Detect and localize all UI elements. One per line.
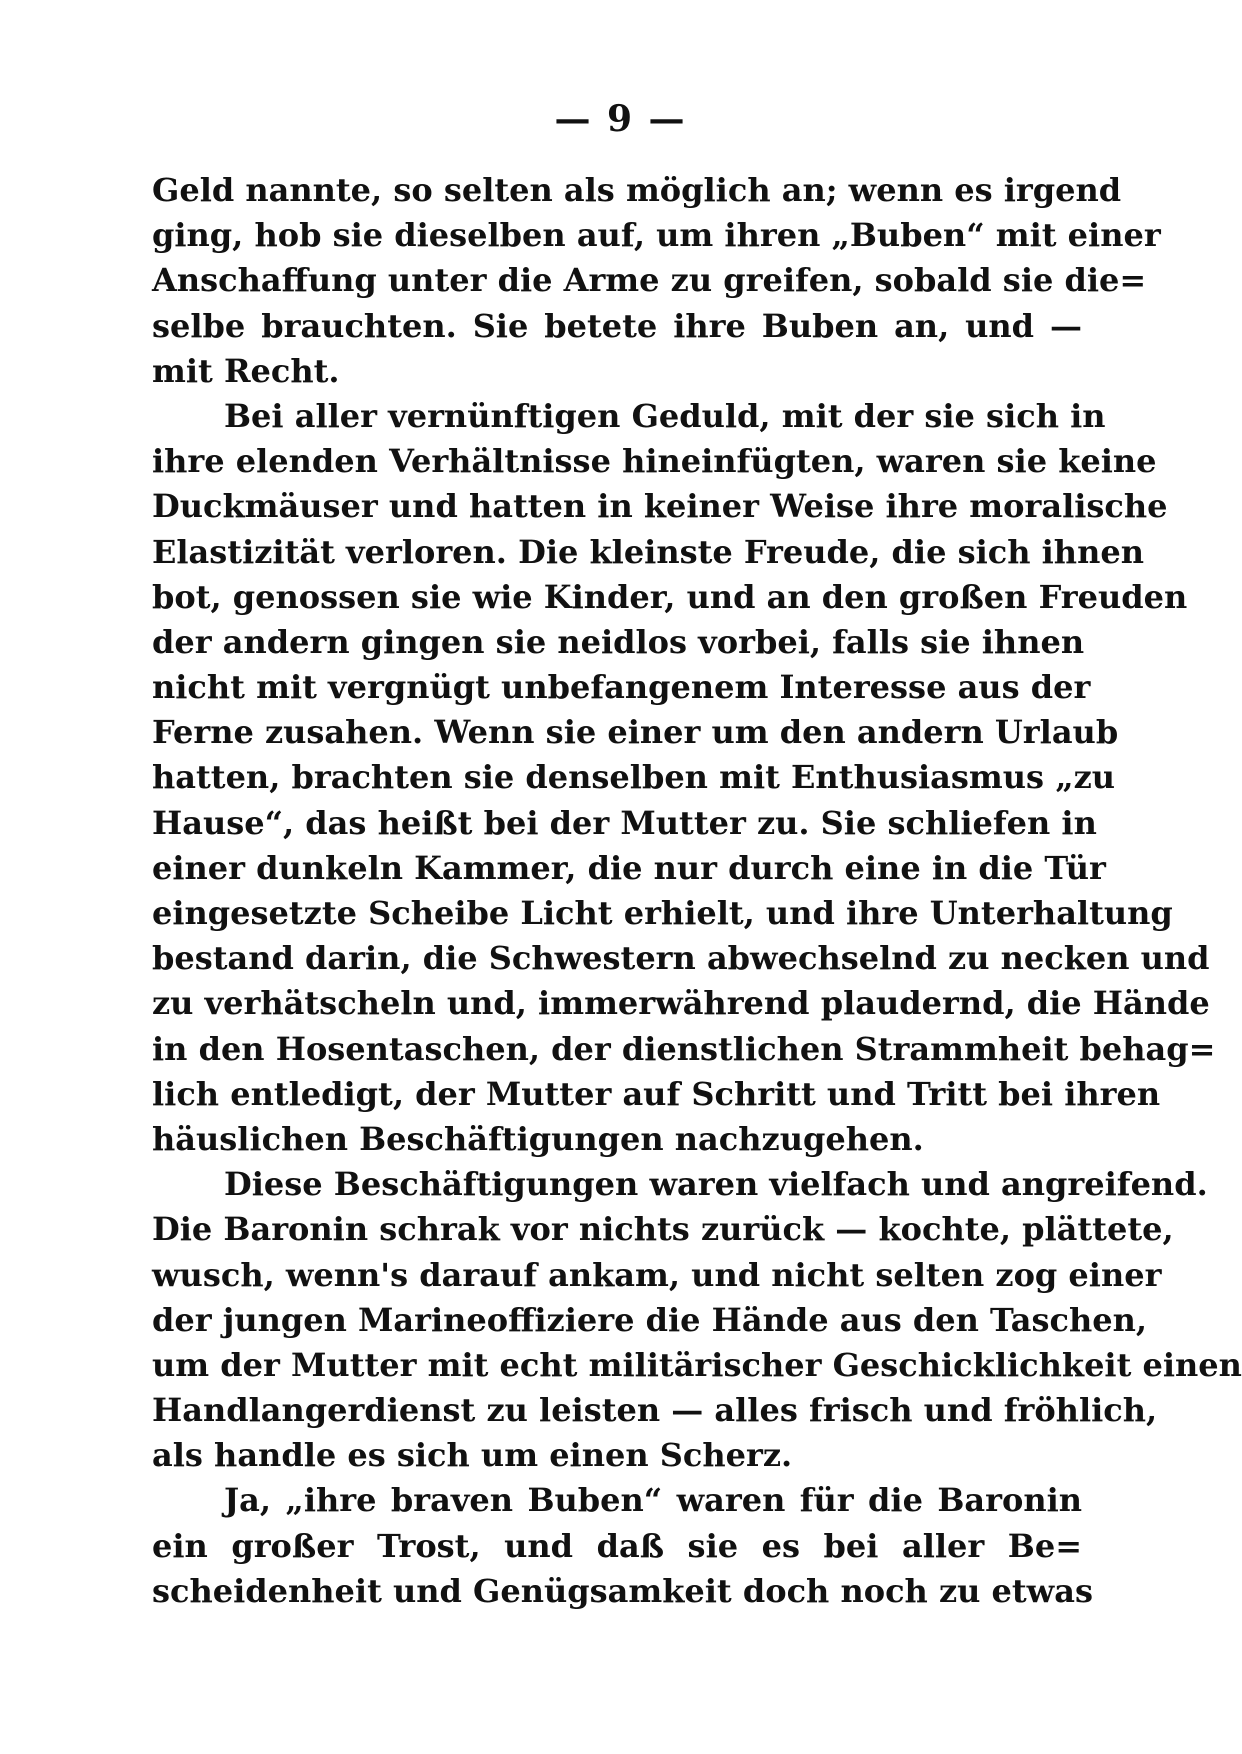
text-line: lich entledigt, der Mutter auf Schritt und Tritt bei ihren xyxy=(152,1074,1161,1113)
text-line: hatten, brachten sie denselben mit Enthusiasmus „zu xyxy=(152,758,1116,797)
text-line: um der Mutter mit echt militärischer Geschicklichkeit einen xyxy=(152,1345,1242,1384)
text-line: wusch, wenn's darauf ankam, und nicht selten zog einer xyxy=(152,1255,1162,1294)
text-line: ging, hob sie dieselben auf, um ihren „Buben“ mit einer xyxy=(152,216,1161,255)
text-line: eingesetzte Scheibe Licht erhielt, und ihre Unterhaltung xyxy=(152,894,1173,932)
text-line: ein großer Trost, und daß sie es bei aller Be= xyxy=(152,1526,1082,1565)
text-line: Ferne zusahen. Wenn sie einer um den andern Urlaub xyxy=(152,713,1119,752)
text-line: bot, genossen sie wie Kinder, und an den großen Freuden xyxy=(152,577,1188,616)
text-line: selbe brauchten. Sie betete ihre Buben an, und — xyxy=(152,306,1082,345)
page-number: — 9 — xyxy=(554,98,687,140)
text-line: häuslichen Beschäftigungen nachzugehen. xyxy=(152,1119,924,1158)
text-line: Bei aller vernünftigen Geduld, mit der sie sich in xyxy=(224,396,1106,435)
text-line: mit Recht. xyxy=(152,351,340,390)
text-line: als handle es sich um einen Scherz. xyxy=(152,1436,793,1475)
text-line: Duckmäuser und hatten in keiner Weise ihre moralische xyxy=(152,487,1168,526)
text-line: zu verhätscheln und, immerwährend plaudernd, die Hände xyxy=(152,984,1210,1023)
text-line: Hause“, das heißt bei der Mutter zu. Sie schliefen in xyxy=(152,803,1097,842)
text-line: ihre elenden Verhältnisse hineinfügten, waren sie keine xyxy=(152,442,1157,481)
text-line: Anschaffung unter die Arme zu greifen, sobald sie die= xyxy=(152,261,1147,300)
text-line: der andern gingen sie neidlos vorbei, falls sie ihnen xyxy=(152,622,1085,661)
text-line: Elastizität verloren. Die kleinste Freude, die sich ihnen xyxy=(152,532,1144,571)
text-line: Diese Beschäftigungen waren vielfach und angreifend. xyxy=(224,1165,1208,1204)
text-line: Geld nannte, so selten als möglich an; wenn es irgend xyxy=(152,171,1122,209)
text-line: Handlangerdienst zu leisten — alles frisch und fröhlich, xyxy=(152,1391,1158,1430)
text-line: in den Hosentaschen, der dienstlichen Strammheit behag= xyxy=(152,1029,1216,1068)
body-text xyxy=(152,168,1242,1614)
text-line: Die Baronin schrak vor nichts zurück — kochte, plättete, xyxy=(152,1210,1174,1249)
text-line: scheidenheit und Genügsamkeit doch noch zu etwas xyxy=(152,1571,1093,1610)
text-line: einer dunkeln Kammer, die nur durch eine in die Tür xyxy=(152,848,1106,887)
text-line: bestand darin, die Schwestern abwechselnd zu necken und xyxy=(152,939,1210,978)
text-line: Ja, „ihre braven Buben“ waren für die Baronin xyxy=(224,1481,1082,1520)
text-line: der jungen Marineoffiziere die Hände aus den Taschen, xyxy=(152,1300,1148,1339)
text-line: nicht mit vergnügt unbefangenem Interesse aus der xyxy=(152,668,1091,707)
